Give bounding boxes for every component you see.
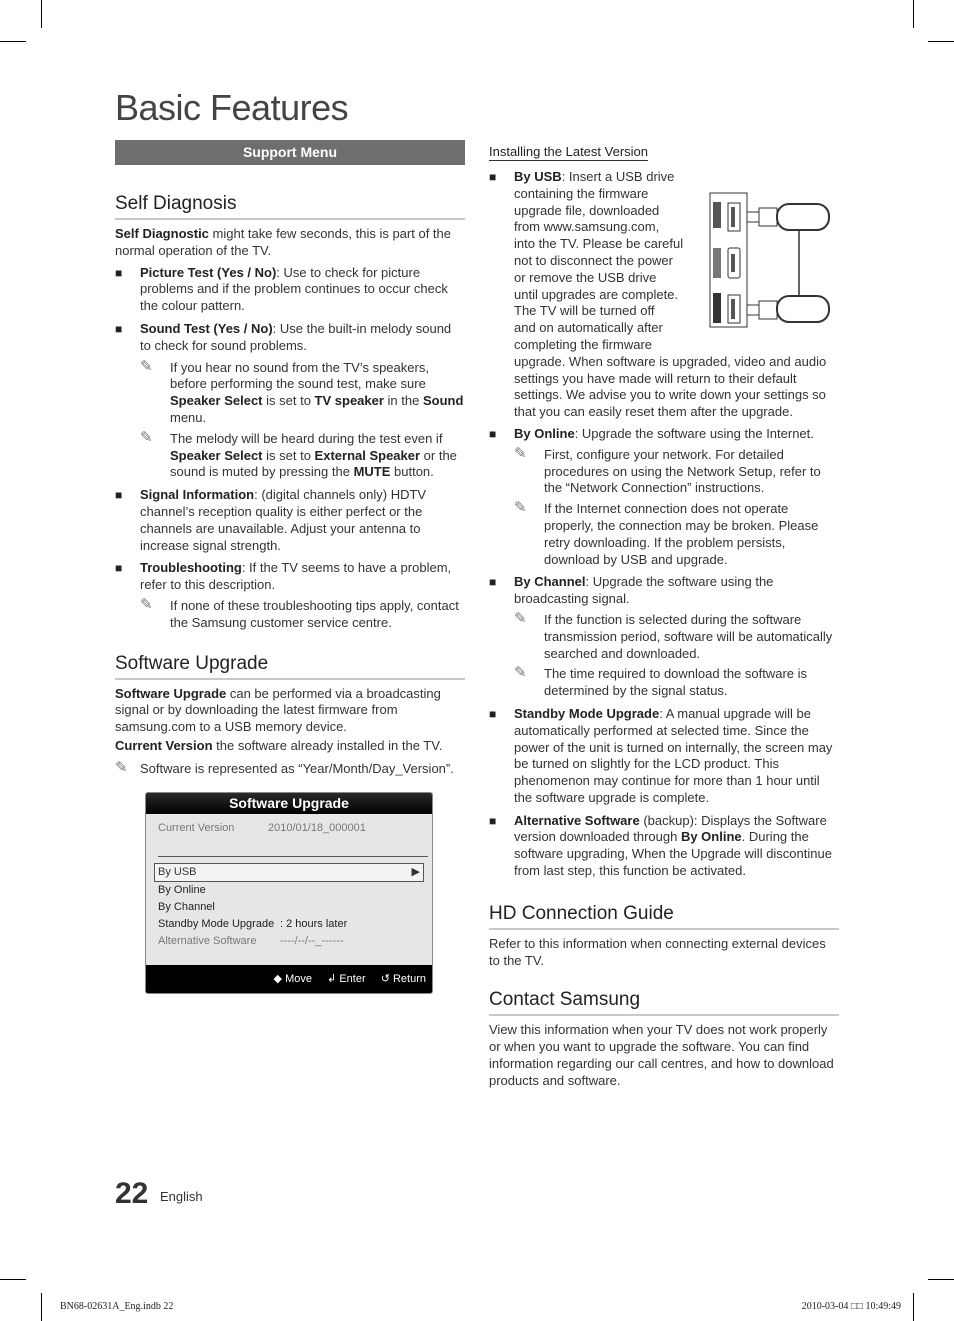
troubleshooting-item: ■ Troubleshooting: If the TV seems to have a problem, refer to this description. bbox=[115, 560, 465, 594]
signal-information-item: ■ Signal Information: (digital channels only) HDTV channel’s reception quality is either perfect or the channels are unavailable. Adjust your antenna to increase signal strength. bbox=[115, 487, 465, 554]
note-pencil-icon: ✎ bbox=[140, 428, 153, 446]
right-column bbox=[489, 143, 839, 1090]
crop-mark bbox=[913, 0, 914, 28]
osd-return-hint: ↺ Return bbox=[380, 972, 426, 985]
note-pencil-icon: ✎ bbox=[140, 357, 153, 375]
crop-mark bbox=[41, 0, 42, 28]
online-note-2: ✎ If the Internet connection does not operate properly, the connection may be broken. Please retry downloading. If the problem persists, download by USB and upgrade. bbox=[514, 499, 819, 567]
hd-connection-guide-heading: HD Connection Guide bbox=[489, 903, 839, 930]
osd-current-version: Current Version 2010/01/18_000001 bbox=[158, 821, 366, 834]
alternative-software-item: ■ Alternative Software (backup): Displays the Software version downloaded through By Online. During the software upgrading, When the Upgrade will discontinue from last step, this function be activated. bbox=[489, 813, 839, 880]
osd-move-hint: ◆ Move bbox=[273, 972, 312, 985]
note-pencil-icon: ✎ bbox=[115, 758, 128, 776]
sound-test-item: ■ Sound Test (Yes / No): Use the built-in melody sound to check for sound problems. bbox=[115, 321, 465, 355]
note-pencil-icon: ✎ bbox=[514, 609, 527, 627]
version-format-note: ✎ Software is represented as “Year/Month/Day_Version”. bbox=[115, 758, 454, 776]
osd-by-usb-item[interactable]: By USB ▶ bbox=[154, 863, 424, 882]
contact-samsung-heading: Contact Samsung bbox=[489, 989, 839, 1016]
left-column bbox=[115, 140, 465, 994]
osd-alternative-item: Alternative Software ----/--/--_------ bbox=[158, 934, 344, 947]
osd-standby-item[interactable]: Standby Mode Upgrade : 2 hours later bbox=[158, 917, 348, 930]
page-language: English bbox=[160, 1189, 203, 1204]
sound-note-2: ✎ The melody will be heard during the test even if Speaker Select is set to External Speaker or the sound is muted by pressing the MUTE button. bbox=[140, 428, 457, 480]
software-upgrade-heading: Software Upgrade bbox=[115, 653, 465, 680]
channel-note-2: ✎ The time required to download the software is determined by the signal status. bbox=[514, 664, 808, 699]
online-note-1: ✎ First, configure your network. For detailed procedures on using the Network Setup, refer to the “Network Connection” instructions. bbox=[514, 444, 821, 496]
self-diagnosis-intro: Self Diagnostic might take few seconds, this is part of the normal operation of the TV. bbox=[115, 226, 451, 258]
sound-note-1: ✎ If you hear no sound from the TV’s speakers, before performing the sound test, make sure Speaker Select is set to TV speaker in the Sound menu. bbox=[140, 357, 464, 425]
page-number: 22 bbox=[115, 1177, 149, 1210]
installing-heading: Installing the Latest Version bbox=[489, 144, 648, 159]
crop-mark bbox=[928, 1279, 954, 1280]
note-pencil-icon: ✎ bbox=[514, 499, 527, 517]
software-upgrade-intro: Software Upgrade can be performed via a broadcasting signal or by downloading the latest firmware from samsung.com to a USB memory device. bbox=[115, 685, 441, 735]
print-footer-file: BN68-02631A_Eng.indb 22 bbox=[60, 1301, 174, 1312]
crop-mark bbox=[0, 41, 26, 42]
osd-footer bbox=[146, 965, 432, 993]
contact-samsung-text: View this information when your TV does not work properly or when you want to upgrade the software. You can find information regarding our call centres, and how to download products and software. bbox=[489, 1022, 834, 1088]
channel-note-1: ✎ If the function is selected during the software transmission period, software will be automatically searched and downloaded. bbox=[514, 609, 833, 661]
print-footer-timestamp: 2010-03-04 □□ 10:49:49 bbox=[801, 1301, 901, 1312]
hd-connection-guide-text: Refer to this information when connecting external devices to the TV. bbox=[489, 935, 826, 968]
crop-mark bbox=[41, 1293, 42, 1321]
crop-mark bbox=[913, 1293, 914, 1321]
standby-mode-upgrade-item: ■ Standby Mode Upgrade: A manual upgrade will be automatically performed at selected time. Since the power of the unit is turned on internally, the screen may be turned on slightly for the LCD product. This phenomenon may continue for more than 1 hour until the software upgrade is complete. bbox=[489, 706, 839, 807]
arrow-right-icon: ▶ bbox=[411, 865, 420, 878]
picture-test-item: ■ Picture Test (Yes / No): Use to check for picture problems and if the problem continues to occur check the colour pattern. bbox=[115, 265, 465, 315]
enter-icon: ↲ bbox=[327, 972, 337, 985]
troubleshooting-note: ✎ If none of these troubleshooting tips apply, contact the Samsung customer service centre. bbox=[140, 595, 459, 630]
note-pencil-icon: ✎ bbox=[514, 444, 527, 462]
support-menu-bar: Support Menu bbox=[115, 140, 465, 165]
by-usb-item: ■ By USB: Insert a USB drive containing the firmware upgrade file, downloaded from www.samsung.com, into the TV. Please be careful not to disconnect the power or remove the USB drive until upgrades are complete. The TV will be turned off and on automatically after completing the firmware upgrade. When software is upgraded, video and audio settings you have made will return to their default settings. We advise you to write down your settings so that you can easily reset them after the upgrade. bbox=[489, 169, 839, 421]
return-icon: ↺ bbox=[380, 972, 390, 985]
crop-mark bbox=[928, 41, 954, 42]
note-pencil-icon: ✎ bbox=[514, 664, 527, 682]
crop-mark bbox=[0, 1279, 26, 1280]
software-upgrade-osd bbox=[145, 792, 433, 994]
by-online-item: ■ By Online: Upgrade the software using the Internet. bbox=[489, 426, 839, 443]
osd-by-channel-item[interactable]: By Channel bbox=[158, 900, 215, 913]
updown-arrow-icon: ◆ bbox=[273, 972, 283, 985]
osd-body bbox=[146, 814, 432, 965]
osd-title: Software Upgrade bbox=[146, 793, 432, 814]
by-channel-item: ■ By Channel: Upgrade the software using the broadcasting signal. bbox=[489, 574, 839, 608]
current-version-desc: Current Version the software already installed in the TV. bbox=[115, 737, 443, 753]
note-pencil-icon: ✎ bbox=[140, 595, 153, 613]
self-diagnosis-heading: Self Diagnosis bbox=[115, 193, 465, 220]
page-title: Basic Features bbox=[115, 87, 349, 128]
osd-enter-hint: ↲ Enter bbox=[327, 972, 366, 985]
osd-by-online-item[interactable]: By Online bbox=[158, 883, 206, 896]
